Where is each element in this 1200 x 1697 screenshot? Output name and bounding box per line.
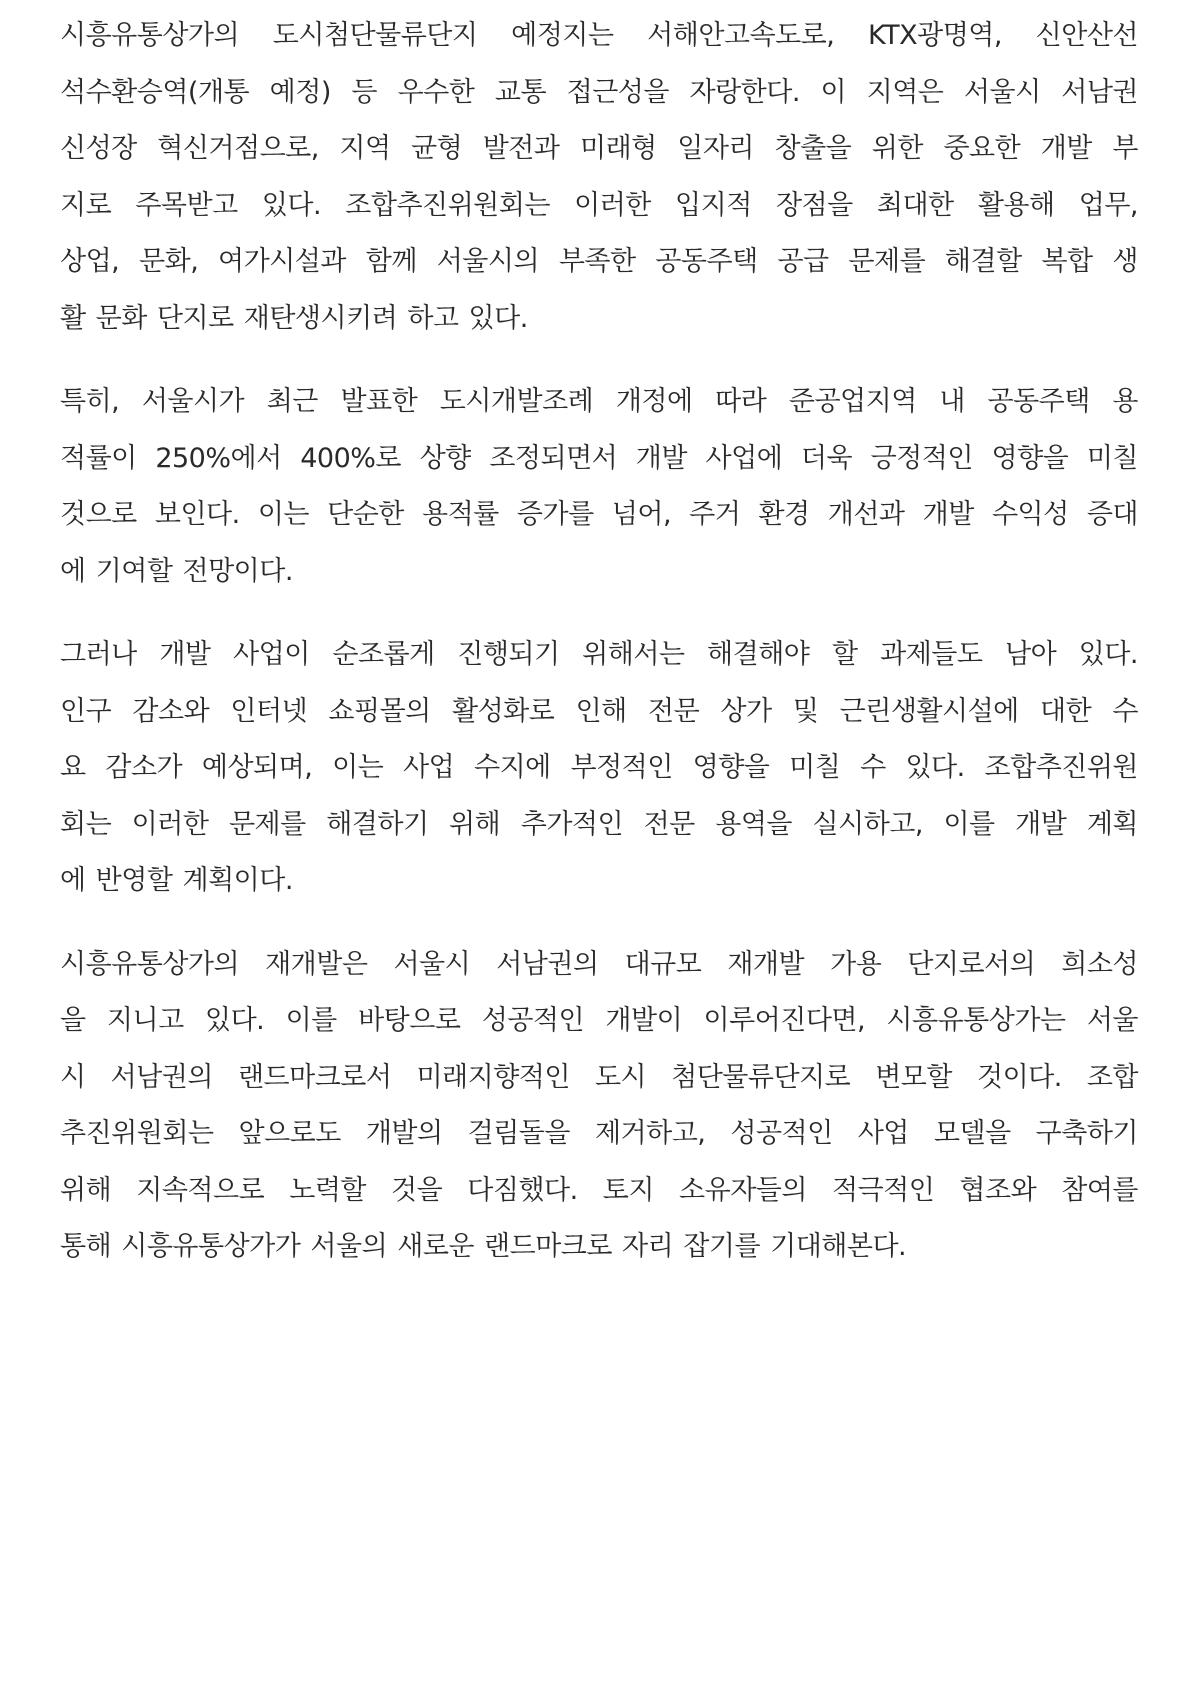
text-line: 것으로 보인다. 이는 단순한 용적률 증가를 넘어, 주거 환경 개선과 개발 수익성 증대	[60, 499, 1138, 530]
paragraph-2	[60, 374, 1138, 600]
text-line: 에 기여할 전망이다.	[60, 555, 293, 587]
text-line: 적률이 250%에서 400%로 상향 조정되면서 개발 사업에 더욱 긍정적인 영향을 미칠	[60, 442, 1138, 474]
text-line: 회는 이러한 문제를 해결하기 위해 추가적인 전문 용역을 실시하고, 이를 개발 계획	[60, 808, 1138, 840]
text-line: 특히, 서울시가 최근 발표한 도시개발조례 개정에 따라 준공업지역 내 공동주택 용	[60, 386, 1138, 417]
text-line: 을 지니고 있다. 이를 바탕으로 성공적인 개발이 이루어진다면, 시흥유통상가는 서울	[60, 1005, 1138, 1036]
text-line: 위해 지속적으로 노력할 것을 다짐했다. 토지 소유자들의 적극적인 협조와 참여를	[60, 1174, 1138, 1206]
paragraph-1	[60, 8, 1138, 347]
text-line: 활 문화 단지로 재탄생시키려 하고 있다.	[60, 302, 528, 334]
text-line: 상업, 문화, 여가시설과 함께 서울시의 부족한 공동주택 공급 문제를 해결할 복합 생	[60, 246, 1138, 277]
text-line: 시 서남권의 랜드마크로서 미래지향적인 도시 첨단물류단지로 변모할 것이다. 조합	[60, 1061, 1138, 1093]
text-line: 그러나 개발 사업이 순조롭게 진행되기 위해서는 해결해야 할 과제들도 남아 있다.	[60, 639, 1138, 670]
paragraph-3	[60, 627, 1138, 910]
article-body	[60, 8, 1138, 1303]
text-line: 추진위원회는 앞으로도 개발의 걸림돌을 제거하고, 성공적인 사업 모델을 구축하기	[60, 1118, 1138, 1149]
text-line: 석수환승역(개통 예정) 등 우수한 교통 접근성을 자랑한다. 이 지역은 서울시 서남권	[60, 76, 1138, 108]
text-line: 통해 시흥유통상가가 서울의 새로운 랜드마크로 자리 잡기를 기대해본다.	[60, 1231, 907, 1262]
text-line: 시흥유통상가의 도시첨단물류단지 예정지는 서해안고속도로, KTX광명역, 신안산선	[60, 20, 1138, 51]
text-line: 에 반영할 계획이다.	[60, 865, 293, 896]
text-line: 신성장 혁신거점으로, 지역 균형 발전과 미래형 일자리 창출을 위한 중요한 개발 부	[60, 133, 1138, 164]
text-line: 인구 감소와 인터넷 쇼핑몰의 활성화로 인해 전문 상가 및 근린생활시설에 대한 수	[60, 695, 1138, 727]
paragraph-4	[60, 937, 1138, 1276]
text-line: 지로 주목받고 있다. 조합추진위원회는 이러한 입지적 장점을 최대한 활용해 업무,	[60, 189, 1138, 221]
text-line: 요 감소가 예상되며, 이는 사업 수지에 부정적인 영향을 미칠 수 있다. 조합추진위원	[60, 752, 1138, 783]
text-line: 시흥유통상가의 재개발은 서울시 서남권의 대규모 재개발 가용 단지로서의 희소성	[60, 948, 1138, 980]
